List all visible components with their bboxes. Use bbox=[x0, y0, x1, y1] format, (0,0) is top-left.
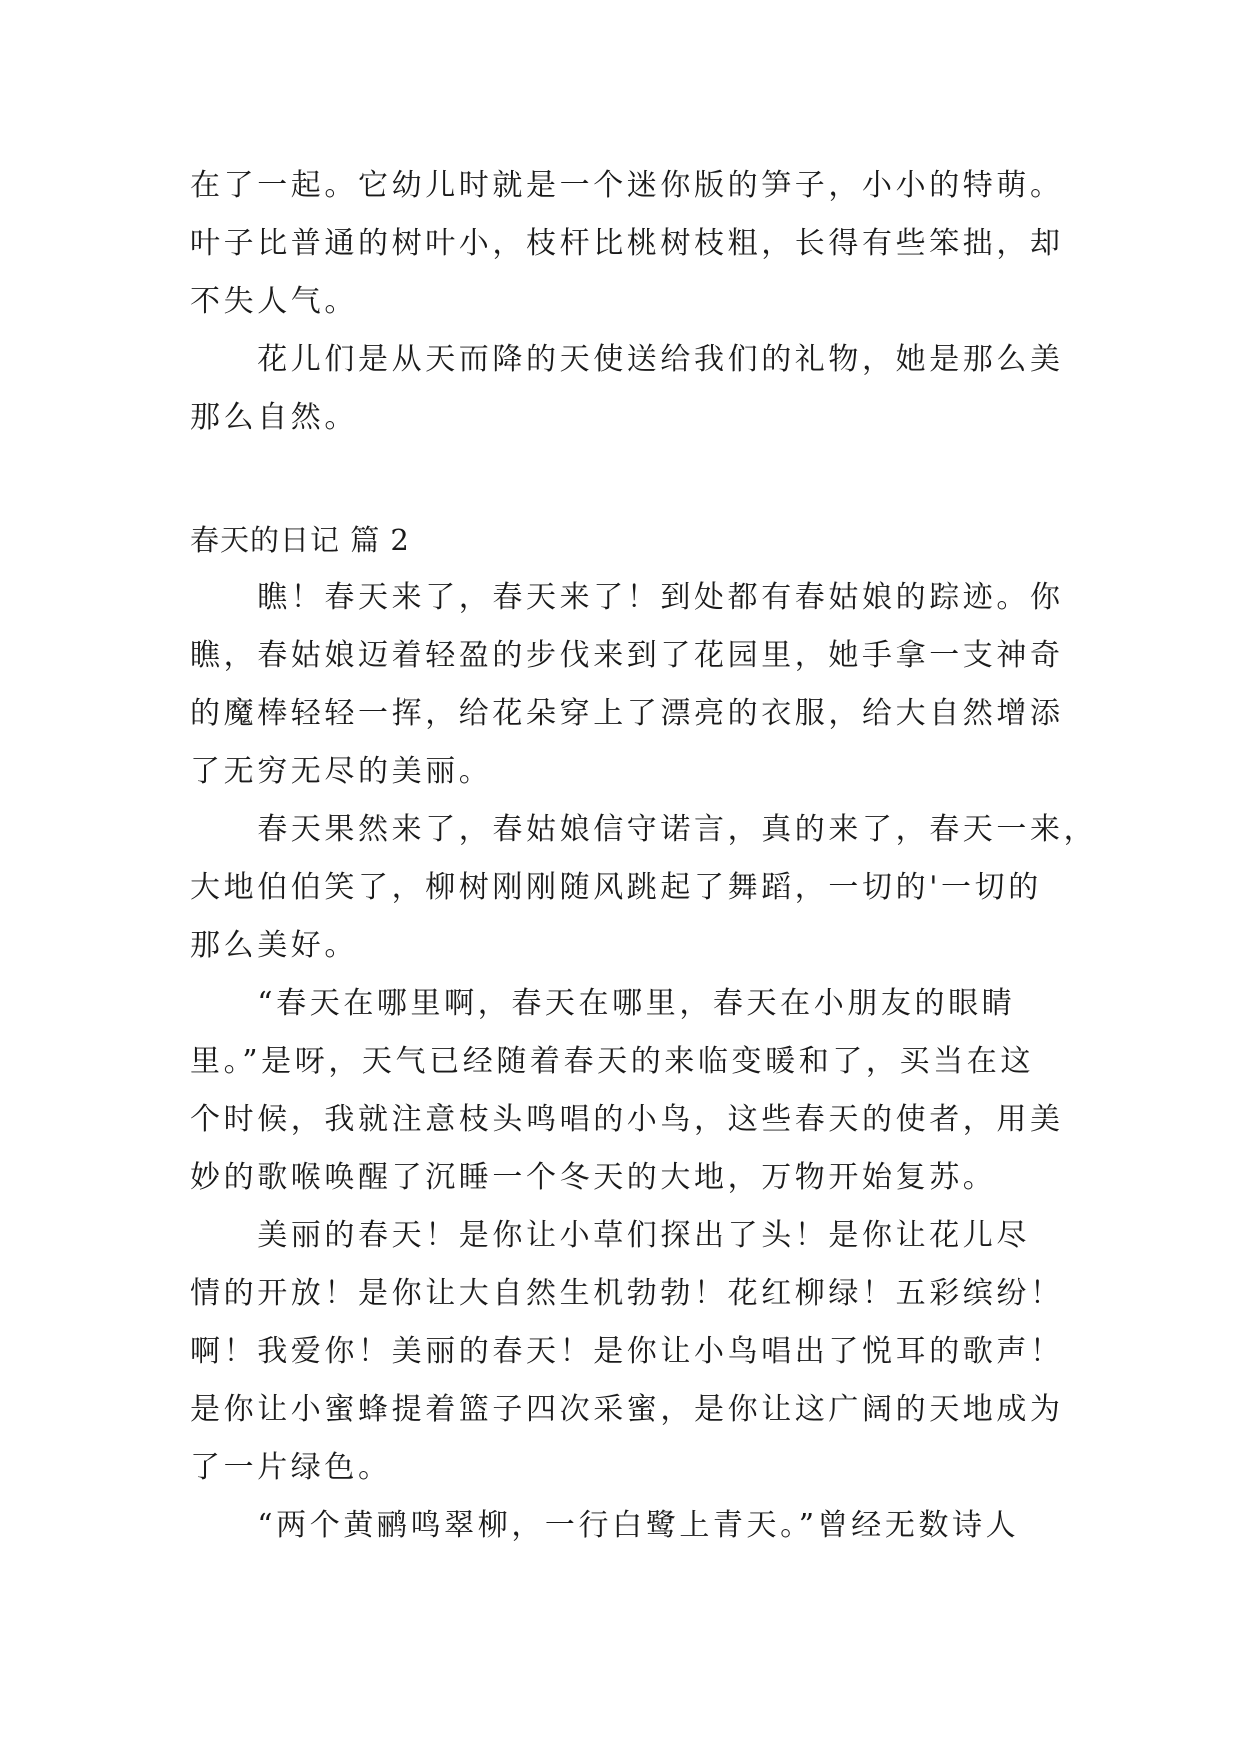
text-line: 了无穷无尽的美丽。 bbox=[190, 754, 493, 789]
text-line: “两个黄鹂鸣翠柳，一行白鹭上青天。”曾经无数诗人 bbox=[190, 1508, 1020, 1543]
section-heading: 春天的日记 篇 2 bbox=[190, 523, 410, 557]
text-line: 瞧，春姑娘迈着轻盈的步伐来到了花园里，她手拿一支神奇 bbox=[190, 638, 1064, 673]
text-line: 美丽的春天！是你让小草们探出了头！是你让花儿尽 bbox=[190, 1218, 1030, 1253]
text-line: 了一片绿色。 bbox=[190, 1450, 392, 1485]
text-line: 情的开放！是你让大自然生机勃勃！花红柳绿！五彩缤纷！ bbox=[190, 1276, 1064, 1311]
text-line: 瞧！春天来了，春天来了！到处都有春姑娘的踪迹。你 bbox=[190, 580, 1064, 615]
text-line: 不失人气。 bbox=[190, 284, 358, 319]
text-line: 个时候，我就注意枝头鸣唱的小鸟，这些春天的使者，用美 bbox=[190, 1102, 1064, 1137]
text-line: 花儿们是从天而降的天使送给我们的礼物，她是那么美 bbox=[190, 342, 1064, 377]
text-line: 春天果然来了，春姑娘信守诺言，真的来了，春天一来， bbox=[190, 812, 1098, 847]
text-line: 在了一起。它幼儿时就是一个迷你版的笋子，小小的特萌。 bbox=[190, 168, 1064, 203]
text-block-intro bbox=[190, 157, 1070, 447]
text-line: 那么美好。 bbox=[190, 928, 358, 963]
text-line: 是你让小蜜蜂提着篮子四次采蜜，是你让这广阔的天地成为 bbox=[190, 1392, 1064, 1427]
text-line: 叶子比普通的树叶小，枝杆比桃树枝粗，长得有些笨拙，却 bbox=[190, 226, 1064, 261]
text-line: 那么自然。 bbox=[190, 400, 358, 435]
text-line: 的魔棒轻轻一挥，给花朵穿上了漂亮的衣服，给大自然增添 bbox=[190, 696, 1064, 731]
text-block-main bbox=[190, 569, 1098, 1555]
text-line: 啊！我爱你！美丽的春天！是你让小鸟唱出了悦耳的歌声！ bbox=[190, 1334, 1064, 1369]
text-line: 大地伯伯笑了，柳树刚刚随风跳起了舞蹈，一切的'一切的 bbox=[190, 870, 1042, 905]
text-line: “春天在哪里啊，春天在哪里，春天在小朋友的眼睛 bbox=[190, 986, 1016, 1021]
text-line: 里。”是呀，天气已经随着春天的来临变暖和了，买当在这 bbox=[190, 1044, 1034, 1079]
text-line: 妙的歌喉唤醒了沉睡一个冬天的大地，万物开始复苏。 bbox=[190, 1160, 997, 1195]
